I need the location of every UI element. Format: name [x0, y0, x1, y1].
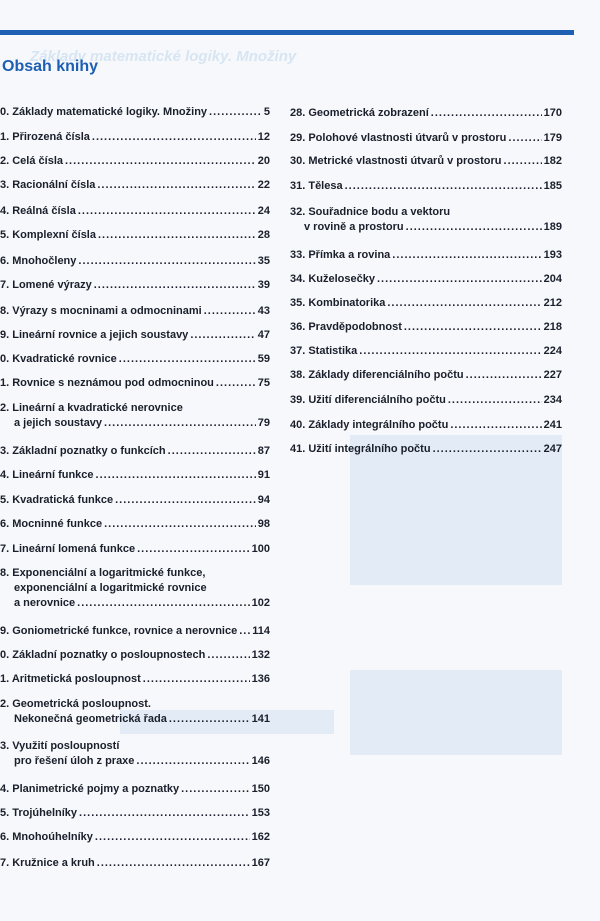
toc-entry[interactable]	[290, 154, 562, 169]
dot-leader	[466, 368, 542, 383]
toc-page-number: 241	[543, 419, 562, 431]
toc-entry[interactable]	[0, 856, 270, 871]
toc-entry[interactable]	[0, 178, 270, 193]
toc-entry-title: 3. Základní poznatky o funkcích	[0, 445, 166, 457]
toc-entry-title-continued: Nekonečná geometrická řada	[14, 713, 167, 725]
toc-entry[interactable]	[0, 352, 270, 367]
toc-entry[interactable]	[0, 517, 270, 532]
dot-leader	[168, 444, 256, 459]
dot-leader	[104, 517, 256, 532]
toc-entry[interactable]	[0, 672, 270, 687]
toc-page-number: 150	[251, 783, 270, 795]
toc-entry[interactable]	[290, 393, 562, 408]
toc-entry[interactable]	[0, 624, 270, 639]
toc-entry-title: 7. Lineární lomená funkce	[0, 543, 136, 555]
toc-entry-title: 31. Tělesa	[290, 180, 343, 192]
dot-leader	[345, 179, 542, 194]
toc-entry[interactable]	[0, 254, 270, 269]
toc-page-number: 20	[257, 155, 270, 167]
toc-entry[interactable]	[0, 493, 270, 508]
toc-entry[interactable]	[290, 418, 562, 433]
dot-leader	[204, 304, 256, 319]
toc-page-number: 59	[257, 353, 270, 365]
ghost-heading: Základy matematické logiky. Množiny	[30, 48, 297, 65]
dot-leader	[359, 344, 541, 359]
toc-entry[interactable]	[0, 130, 270, 145]
toc-page-number: 182	[543, 155, 562, 167]
dot-leader	[136, 754, 249, 769]
toc-page-number: 247	[543, 443, 562, 455]
toc-entry-title-continued: pro řešení úloh z praxe	[14, 755, 135, 767]
dot-leader	[115, 493, 256, 508]
toc-entry-title-continued: a nerovnice	[14, 597, 76, 609]
toc-entry[interactable]	[0, 328, 270, 343]
toc-entry[interactable]	[0, 566, 270, 611]
dot-leader	[95, 830, 250, 845]
toc-entry-title-continued: a jejich soustavy	[14, 417, 103, 429]
toc-page-number: 167	[251, 857, 270, 869]
toc-entry[interactable]	[0, 444, 270, 459]
toc-page-number: 43	[257, 305, 270, 317]
toc-entry[interactable]	[290, 106, 562, 121]
toc-entry-title: 1. Rovnice s neznámou pod odmocninou	[0, 377, 214, 389]
toc-entry-title: 33. Přímka a rovina	[290, 249, 391, 261]
toc-entry[interactable]	[0, 105, 270, 120]
toc-page-number: 224	[543, 345, 562, 357]
toc-entry-title: 0. Kvadratické rovnice	[0, 353, 117, 365]
toc-page-number: 114	[252, 625, 270, 637]
toc-entry-title: 5. Trojúhelníky	[0, 807, 78, 819]
dot-leader	[448, 393, 542, 408]
toc-entry-title: 6. Mnohoúhelníky	[0, 831, 93, 843]
toc-page-number: 75	[257, 377, 270, 389]
toc-entry-title: 4. Reálná čísla	[0, 205, 76, 217]
toc-entry-title: 2. Celá čísla	[0, 155, 63, 167]
toc-entry-title: 3. Využití posloupností	[0, 740, 120, 752]
toc-entry[interactable]	[290, 272, 562, 287]
toc-page-number: 39	[257, 279, 270, 291]
toc-entry-title: 2. Lineární a kvadratické nerovnice	[0, 402, 183, 414]
toc-entry[interactable]	[0, 697, 270, 727]
toc-page-number: 227	[543, 369, 562, 381]
toc-entry-title: 0. Základní poznatky o posloupnostech	[0, 649, 206, 661]
dot-leader	[433, 442, 542, 457]
toc-entry[interactable]	[0, 376, 270, 391]
toc-entry[interactable]	[0, 401, 270, 431]
toc-page-number: 218	[543, 321, 562, 333]
toc-entry-title: 3. Racionální čísla	[0, 179, 96, 191]
toc-entry-title: 1. Přirozená čísla	[0, 131, 90, 143]
dot-leader	[143, 672, 250, 687]
toc-page-number: 24	[257, 205, 270, 217]
dot-leader	[406, 220, 542, 235]
dot-leader	[431, 106, 542, 121]
toc-page-number: 91	[257, 469, 270, 481]
dot-leader	[98, 228, 256, 243]
toc-entry-title: 34. Kuželosečky	[290, 273, 375, 285]
dot-leader	[239, 624, 250, 639]
toc-page-number: 22	[257, 179, 270, 191]
dot-leader	[79, 806, 250, 821]
toc-entry[interactable]	[290, 248, 562, 263]
toc-entry-title: 41. Užití integrálního počtu	[290, 443, 431, 455]
toc-page-number: 189	[543, 221, 562, 233]
toc-page-number: 5	[263, 106, 270, 118]
toc-entry-title: 8. Exponenciální a logaritmické funkce,	[0, 567, 206, 579]
toc-page-number: 170	[543, 107, 562, 119]
dot-leader	[169, 712, 250, 727]
toc-entry-title: 28. Geometrická zobrazení	[290, 107, 429, 119]
dot-leader	[207, 648, 249, 663]
toc-page-number: 204	[543, 273, 562, 285]
toc-page-number: 47	[257, 329, 270, 341]
toc-entry[interactable]	[290, 368, 562, 383]
toc-entry-title: 39. Užití diferenciálního počtu	[290, 394, 446, 406]
toc-entry[interactable]	[0, 806, 270, 821]
toc-entry-title: 40. Základy integrálního počtu	[290, 419, 449, 431]
toc-entry[interactable]	[0, 468, 270, 483]
toc-entry-title: 6. Mnohočleny	[0, 255, 77, 267]
toc-entry-title: 4. Planimetrické pojmy a poznatky	[0, 783, 180, 795]
toc-entry-title: 5. Kvadratická funkce	[0, 494, 114, 506]
toc-entry[interactable]	[0, 204, 270, 219]
toc-entry[interactable]	[0, 782, 270, 797]
toc-entry-title: 1. Aritmetická posloupnost	[0, 673, 141, 685]
toc-page-number: 162	[251, 831, 270, 843]
toc-entry[interactable]	[0, 154, 270, 169]
toc-entry[interactable]	[0, 830, 270, 845]
dot-leader	[97, 178, 255, 193]
toc-entry[interactable]	[0, 542, 270, 557]
dot-leader	[97, 856, 250, 871]
dot-leader	[96, 468, 256, 483]
toc-entry[interactable]	[290, 344, 562, 359]
toc-page-number: 141	[251, 713, 270, 725]
ghost-box	[350, 435, 562, 585]
toc-entry-title: 32. Souřadnice bodu a vektoru	[290, 206, 451, 218]
page-title: Obsah knihy	[2, 58, 99, 75]
toc-entry-title: 0. Základy matematické logiky. Množiny	[0, 106, 208, 118]
toc-page-number: 146	[251, 755, 270, 767]
toc-entry[interactable]	[0, 228, 270, 243]
dot-leader	[404, 320, 542, 335]
toc-entry[interactable]	[290, 320, 562, 335]
toc-page-number: 28	[257, 229, 270, 241]
toc-page-number: 185	[543, 180, 562, 192]
dot-leader	[78, 204, 256, 219]
toc-page-number: 100	[251, 543, 270, 555]
dot-leader	[92, 130, 256, 145]
dot-leader	[377, 272, 542, 287]
dot-leader	[181, 782, 250, 797]
ghost-box	[350, 670, 562, 755]
toc-entry-title: 30. Metrické vlastnosti útvarů v prostoru	[290, 155, 502, 167]
toc-page-number: 234	[543, 394, 562, 406]
toc-entry[interactable]	[290, 205, 562, 235]
toc-entry[interactable]	[290, 179, 562, 194]
toc-page-number: 136	[251, 673, 270, 685]
toc-entry-title: 9. Goniometrické funkce, rovnice a nerovnice	[0, 625, 238, 637]
toc-entry-title: 4. Lineární funkce	[0, 469, 94, 481]
toc-entry-title: 36. Pravděpodobnost	[290, 321, 402, 333]
toc-entry-title: 6. Mocninné funkce	[0, 518, 103, 530]
toc-entry-title: 35. Kombinatorika	[290, 297, 386, 309]
toc-page-number: 35	[257, 255, 270, 267]
toc-entry[interactable]	[290, 131, 562, 146]
toc-entry-title-continued: v rovině a prostoru	[304, 221, 404, 233]
dot-leader	[65, 154, 256, 169]
toc-page-number: 179	[543, 132, 562, 144]
toc-entry[interactable]	[0, 648, 270, 663]
toc-entry-title: 38. Základy diferenciálního počtu	[290, 369, 464, 381]
toc-entry[interactable]	[290, 442, 562, 457]
toc-entry[interactable]	[290, 296, 562, 311]
toc-entry-title: 9. Lineární rovnice a jejich soustavy	[0, 329, 189, 341]
dot-leader	[387, 296, 541, 311]
dot-leader	[190, 328, 255, 343]
dot-leader	[504, 154, 542, 169]
dot-leader	[508, 131, 541, 146]
top-accent-bar	[0, 30, 574, 35]
toc-page-number: 79	[257, 417, 270, 429]
toc-entry-title: 7. Kružnice a kruh	[0, 857, 95, 869]
dot-leader	[209, 105, 262, 120]
dot-leader	[94, 278, 256, 293]
toc-entry-title: 29. Polohové vlastnosti útvarů v prostoru	[290, 132, 507, 144]
toc-entry-title: 5. Komplexní čísla	[0, 229, 96, 241]
toc-page-number: 212	[543, 297, 562, 309]
toc-entry-title: 7. Lomené výrazy	[0, 279, 92, 291]
toc-entry[interactable]	[0, 304, 270, 319]
toc-page-number: 87	[257, 445, 270, 457]
toc-entry-title: 37. Statistika	[290, 345, 358, 357]
toc-page-number: 94	[257, 494, 270, 506]
toc-page-number: 102	[251, 597, 270, 609]
toc-entry[interactable]	[0, 278, 270, 293]
dot-leader	[450, 418, 541, 433]
toc-entry-title: 8. Výrazy s mocninami a odmocninami	[0, 305, 202, 317]
toc-page-number: 12	[257, 131, 270, 143]
dot-leader	[77, 596, 250, 611]
toc-entry-title: 2. Geometrická posloupnost.	[0, 698, 151, 710]
toc-page-number: 132	[251, 649, 270, 661]
dot-leader	[392, 248, 541, 263]
dot-leader	[78, 254, 255, 269]
dot-leader	[104, 416, 256, 431]
toc-page-number: 193	[543, 249, 562, 261]
toc-page-number: 153	[251, 807, 270, 819]
dot-leader	[216, 376, 256, 391]
toc-entry[interactable]	[0, 739, 270, 769]
toc-page-number: 98	[257, 518, 270, 530]
dot-leader	[137, 542, 250, 557]
dot-leader	[119, 352, 256, 367]
toc-entry-title-continued: exponenciální a logaritmické rovnice	[14, 582, 207, 594]
